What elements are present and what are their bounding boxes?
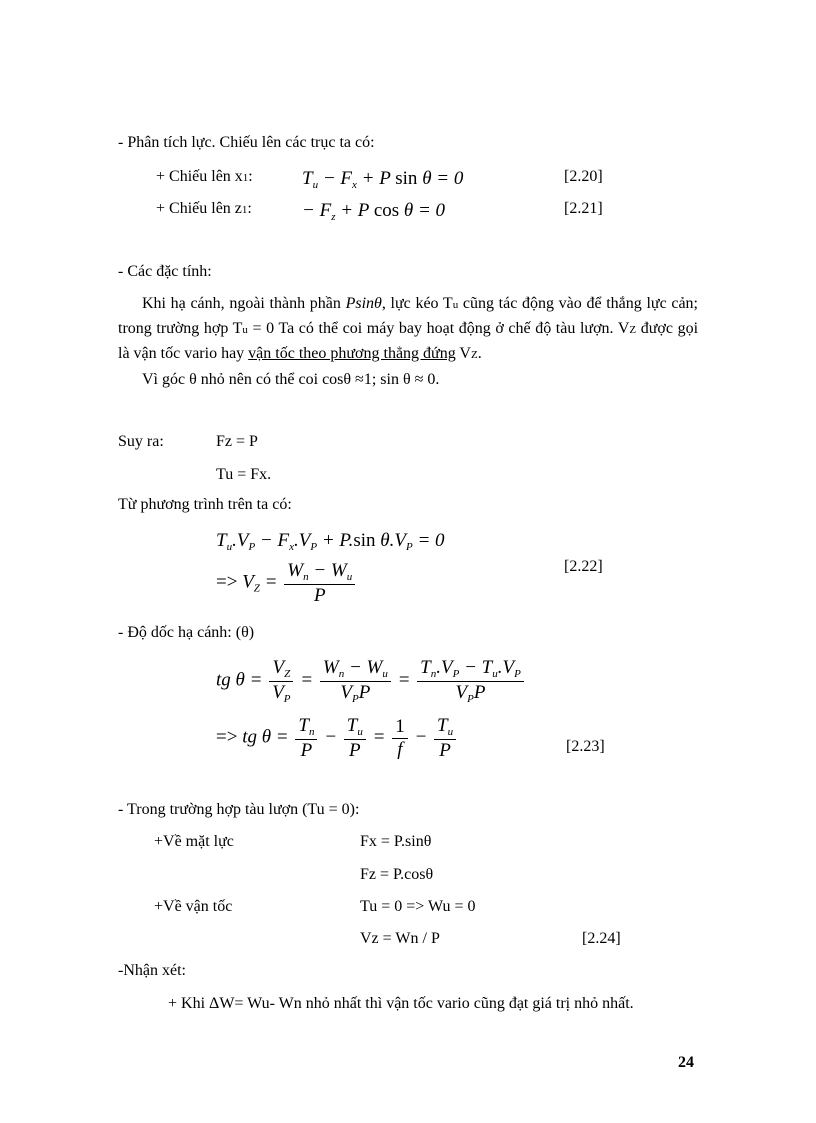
properties-paragraph: Khi hạ cánh, ngoài thành phần Psinθ, lực kéo Tu cũng tác động vào để thắng lực cản; trong trường hợp Tu = 0 Ta có thể coi máy bay hoạt động ở chế độ tàu lượn. VZ được gọi là vận tốc vario hay vận tốc theo phương thẳng đứng VZ. [118, 295, 699, 362]
equation-2-23a: tg θ = $\frac{V_Z}{V_P}$ = $\frac{W_n - W_u}{V_PP}$ = $\frac{T_n.V_P - T_u.V_P}{V_PP}$ [216, 657, 526, 705]
small-angle-note: Vì góc θ nhỏ nên có thể coi cosθ ≈1; sin θ ≈ 0. [142, 371, 440, 388]
force-label: +Về mặt lực [154, 833, 234, 850]
force-eq-2: Fz = P.cosθ [360, 866, 434, 883]
velocity-eq-1: Tu = 0 => Wu = 0 [360, 898, 476, 915]
glider-heading: - Trong trường hợp tàu lượn (Tu = 0): [118, 801, 360, 818]
projection-x-label: + Chiếu lên x1: [156, 168, 253, 185]
equation-2-20: $T_u - F_x + P$ sin θ = 0 [302, 168, 464, 191]
result-intro: Từ phương trình trên ta có: [118, 496, 292, 513]
page-number: 24 [678, 1054, 694, 1071]
remark-heading: -Nhận xét: [118, 962, 186, 979]
forces-heading: - Phân tích lực. Chiếu lên các trục ta có: [118, 134, 375, 151]
equation-2-23b: => tg θ = $\frac{T_n}{P}$ − $\frac{T_u}{P}$ = $\frac{1}{f}$ − $\frac{T_u}{P}$ [216, 715, 458, 761]
velocity-eq-2: Vz = Wn / P [360, 930, 440, 947]
projection-z-label: + Chiếu lên z1: [156, 200, 252, 217]
equation-2-21: − $F_z + P$ cos θ = 0 [302, 200, 446, 223]
equation-2-22a: $T_u.V_P - F_x.V_P + P.\sin$ $\theta.V_P = 0$ [216, 530, 445, 553]
eq-ref-2-20: [2.20] [564, 168, 603, 185]
result-label: Suy ra: [118, 433, 164, 450]
equation-2-22b: => $V_Z$ = $\frac{W_n - W_u}{P}$ [216, 560, 357, 606]
eq-ref-2-22: [2.22] [564, 558, 603, 575]
slope-heading: - Độ dốc hạ cánh: (θ) [118, 624, 255, 641]
result-line-2: Tu = Fx. [216, 466, 272, 483]
result-line-1: Fz = P [216, 433, 258, 450]
properties-heading: - Các đặc tính: [118, 263, 212, 280]
eq-ref-2-21: [2.21] [564, 200, 603, 217]
velocity-label: +Về vận tốc [154, 898, 233, 915]
force-eq-1: Fx = P.sinθ [360, 833, 432, 850]
eq-ref-2-23: [2.23] [566, 738, 605, 755]
remark-text: + Khi ΔW= Wu- Wn nhỏ nhất thì vận tốc vario cũng đạt giá trị nhỏ nhất. [168, 995, 634, 1012]
eq-ref-2-24: [2.24] [582, 930, 621, 947]
